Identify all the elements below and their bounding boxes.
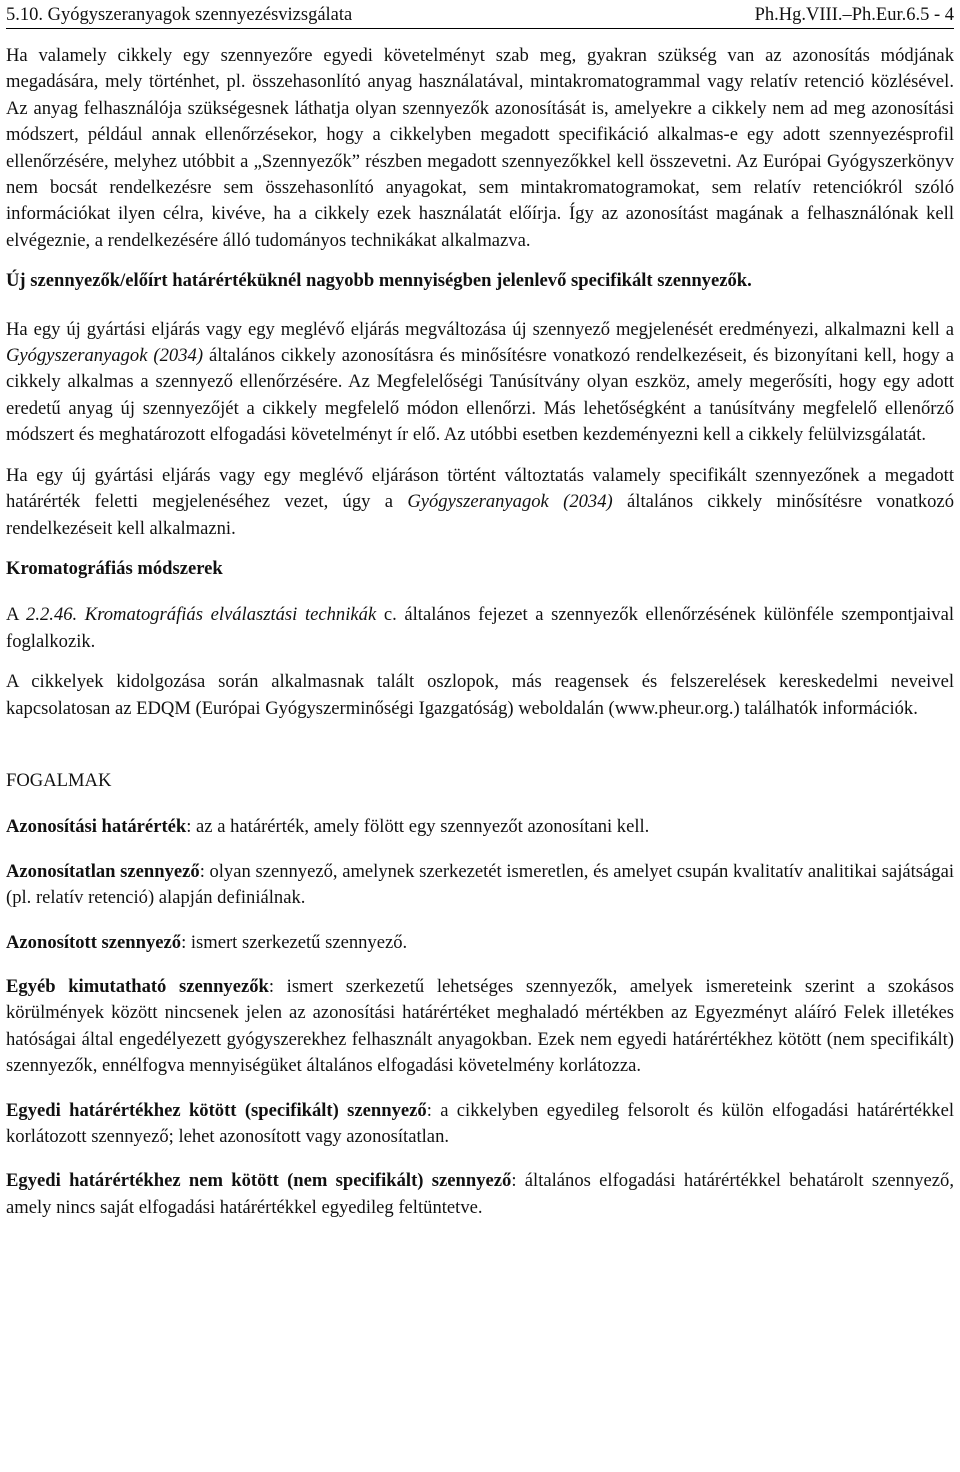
p3-monograph-ref: Gyógyszeranyagok (2034) <box>407 491 613 513</box>
definition-term: Azonosítási határérték <box>6 816 187 838</box>
section-heading-new-impurities: Új szennyezők/előírt határértéküknél nagyobb mennyiségben jelenlevő specifikált szennyezők. <box>6 270 752 292</box>
definition-text: : olyan szennyező, amelynek szerkezetét ismeretlen, és amelyet csupán kvalitatív analitikai sajátságai (pl. relatív retenció) alapján definiálnak. <box>6 860 954 909</box>
definition-item <box>6 974 954 1080</box>
paragraph-new-process <box>6 317 954 449</box>
p2-monograph-ref: Gyógyszeranyagok (2034) <box>6 345 204 367</box>
definition-item <box>6 1168 954 1221</box>
definition-term: Azonosítatlan szennyező <box>6 860 200 882</box>
document-body <box>6 29 954 1221</box>
paragraph-chromatography-chapter <box>6 602 954 655</box>
definition-term: Egyéb kimutatható szennyezők <box>6 975 269 997</box>
paragraph-changed-process <box>6 463 954 542</box>
p4-text-b: c. általános fejezet a szennyezők ellenőrzésének különféle szempontjaival foglalkozik. <box>6 604 954 652</box>
paragraph-edqm-website: A cikkelyek kidolgozása során alkalmasnak talált oszlopok, más reagensek és felszerelések kereskedelmi neveivel kapcsolatosan az EDQM (Európai Gyógyszerminőségi Igazgatóság) weboldalán (www.pheur.org.) találhatók információk. <box>6 671 954 719</box>
definition-text: : ismert szerkezetű szennyező. <box>181 931 408 953</box>
definition-text: : az a határérték, amely fölött egy szennyezőt azonosítani kell. <box>186 816 650 838</box>
definition-text: : ismert szerkezetű lehetséges szennyezők, amelyek ismereteink szerint a szokásos körülmények között nincsenek jelen az azonosítási határértéket meghaladó mértékben az Egyezményt aláíró Felek illetékes hatóságai által engedélyezett gyógyszerekhez felhasznált anyagokban. Ezek nem egyedi határértékhez kötött (nem specifikált) szennyezők, ennélfogva mennyiségüket általános elfogadási követelmény korlátozza. <box>6 975 954 1077</box>
page-header <box>6 0 954 29</box>
definition-item <box>6 859 954 912</box>
section-heading-definitions: FOGALMAK <box>6 769 112 791</box>
definition-term: Azonosított szennyező <box>6 931 182 953</box>
definition-item <box>6 930 954 956</box>
p3-text-a: Ha egy új gyártási eljárás vagy egy meglévő eljáráson történt változtatás valamely specifikált szennyezőnek a megadott határérték feletti megjelenéséhez vezet, úgy a <box>6 464 954 513</box>
p3-text-b: általános cikkely minősítésre vonatkozó rendelkezéseit kell alkalmazni. <box>6 491 954 539</box>
definition-text: : a cikkelyben egyedileg felsorolt és külön elfogadási határértékkel korlátozott szennyező; lehet azonosított vagy azonosítatlan. <box>6 1099 954 1147</box>
p2-text-a: Ha egy új gyártási eljárás vagy egy meglévő eljárás megváltozása új szennyező megjelenését eredményezi, alkalmazni kell a <box>6 318 954 340</box>
p4-text-a: A <box>6 604 27 626</box>
definition-item <box>6 1098 954 1151</box>
definition-item <box>6 814 954 840</box>
p4-chapter-ref: 2.2.46. Kromatográfiás elválasztási technikák <box>26 604 377 626</box>
definition-text: : általános elfogadási határértékkel behatárolt szennyező, amely nincs saját elfogadási határértékkel egyedileg feltüntetve. <box>6 1170 954 1218</box>
document-page <box>6 0 954 1239</box>
p2-text-b: általános cikkely azonosításra és minősítésre vonatkozó rendelkezéseit, és bizonyítani kell, hogy a cikkely alkalmas a szennyező ellenőrzésére. Az Megfelelőségi Tanúsítvány olyan eszköz, amely megerősíti, hogy egy adott eredetű anyag új szennyezőjét a cikkely megfelelő módon ellenőrzi. Más lehetőségként a tanúsítvány megfelelő ellenőrző módszert és meghatározott elfogadási követelményt ír elő. Az utóbbi esetben kezdeményezni kell a cikkely felülvizsgálatát. <box>6 345 954 446</box>
header-section-title: 5.10. Gyógyszeranyagok szennyezésvizsgálata <box>6 5 353 25</box>
header-page-ref: Ph.Hg.VIII.–Ph.Eur.6.5 - 4 <box>754 5 954 25</box>
section-heading-chromatography: Kromatográfiás módszerek <box>6 557 223 579</box>
paragraph-identification: Ha valamely cikkely egy szennyezőre egyedi követelményt szab meg, gyakran szükség van az azonosítás módjának megadására, mely történhet, pl. összehasonlító anyag használatával, mintakromatogrammal vagy relatív retenció közlésével. Az anyag felhasználója szükségesnek láthatja olyan szennyezők azonosítását is, amelyekre a cikkely nem ad meg azonosítási módszert, például annak ellenőrzésekor, hogy a cikkelyben megadott specifikáció alkalmas-e egy adott szennyezésprofil ellenőrzésére, melyhez utóbbit a „Szennyezők” részben megadott szennyezőkkel kell összevetni. Az Európai Gyógyszerkönyv nem bocsát rendelkezésre sem összehasonlító anyagokat, sem mintakromatogramokat, sem relatív retenciókról szóló információkat ilyen célra, kivéve, ha a cikkely ezek használatát előírja. Így az azonosítást magának a felhasználónak kell elvégeznie, a rendelkezésére álló tudományos technikákat alkalmazva. <box>6 45 954 251</box>
definition-term: Egyedi határértékhez nem kötött (nem specifikált) szennyező <box>6 1170 512 1192</box>
definition-term: Egyedi határértékhez kötött (specifikált) szennyező <box>6 1099 427 1121</box>
